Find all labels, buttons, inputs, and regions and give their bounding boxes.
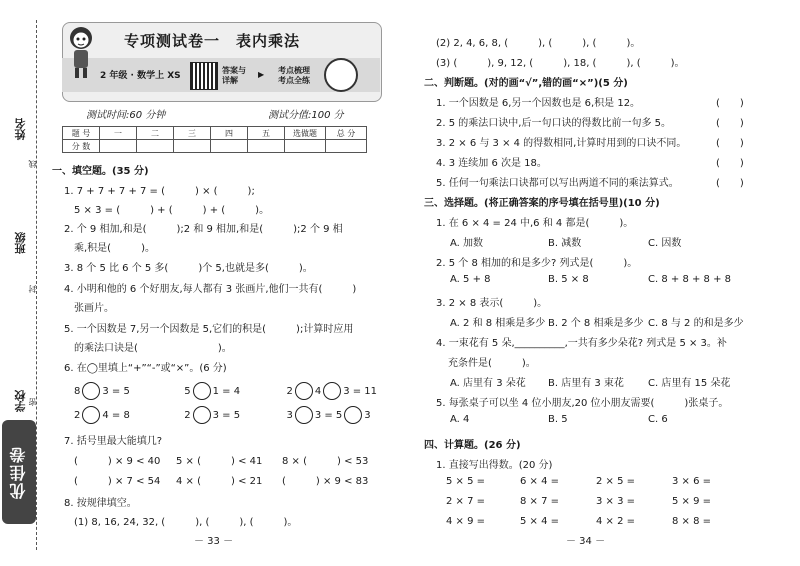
table-cell: 五: [248, 127, 285, 140]
score-cell[interactable]: [248, 140, 285, 153]
q3: 3. 8 个 5 比 6 个 5 多( )个 5,也就是多( )。: [64, 263, 313, 274]
choice-2-c[interactable]: C. 8 + 8 + 8 + 8: [648, 274, 731, 285]
num: 2: [286, 386, 293, 397]
choice-5-b[interactable]: B. 5: [548, 414, 568, 425]
calc-item[interactable]: 3 × 6 =: [672, 476, 712, 487]
choice-2-a[interactable]: A. 5 + 8: [450, 274, 491, 285]
judge-4: 4. 3 连续加 6 次是 18。: [436, 158, 547, 169]
score-cell[interactable]: [100, 140, 137, 153]
table-cell: 分 数: [63, 140, 100, 153]
test-time: 测试时间:60 分钟: [86, 110, 166, 121]
grade-label: 2 年级 · 数学上 XS: [100, 71, 181, 81]
num: 3 = 5: [314, 410, 343, 421]
test-score: 测试分值:100 分: [268, 110, 344, 121]
score-cell[interactable]: [174, 140, 211, 153]
q2b: 乘,积是( )。: [74, 243, 155, 254]
choice-5-a[interactable]: A. 4: [450, 414, 470, 425]
choice-4-c[interactable]: C. 店里有 15 朵花: [648, 378, 731, 389]
circle-blank[interactable]: [295, 406, 313, 424]
q6-row-2: [74, 406, 371, 424]
school-label: 学校: [14, 390, 27, 412]
table-row: [63, 127, 367, 140]
q4a: 4. 小明和他的 6 个好朋友,每人都有 3 张画片,他们一共有( ): [64, 284, 357, 295]
table-cell: 三: [174, 127, 211, 140]
q8b: (2) 2, 4, 6, 8, ( ), ( ), ( )。: [436, 38, 641, 49]
circle-blank[interactable]: [82, 382, 100, 400]
table-cell: 四: [211, 127, 248, 140]
q8c: (3) ( ), 9, 12, ( ), 18, ( ), ( )。: [436, 58, 685, 69]
table-cell: 二: [137, 127, 174, 140]
calc-item[interactable]: 4 × 2 =: [596, 516, 636, 527]
circle-blank[interactable]: [323, 382, 341, 400]
choice-3-c[interactable]: C. 8 与 2 的和是多少: [648, 318, 744, 329]
seal-mark: 封: [28, 285, 37, 293]
circle-blank[interactable]: [295, 382, 313, 400]
choice-5: 5. 每张桌子可以坐 4 位小朋友,20 位小朋友需要( )张桌子。: [436, 398, 729, 409]
num: 3: [286, 410, 293, 421]
choice-3-a[interactable]: A. 2 和 8 相乘是多少: [450, 318, 546, 329]
num: 5: [184, 386, 191, 397]
num: 1 = 4: [212, 386, 241, 397]
judge-5: 5. 任何一句乘法口诀都可以写出两道不同的乘法算式。: [436, 178, 679, 189]
table-cell: 一: [100, 127, 137, 140]
choice-1-a[interactable]: A. 加数: [450, 238, 484, 249]
choice-5-c[interactable]: C. 6: [648, 414, 668, 425]
q7-r2-a: ( ) × 7 < 54: [74, 476, 161, 487]
calc-item[interactable]: 3 × 3 =: [596, 496, 636, 507]
q8a: (1) 8, 16, 24, 32, ( ), ( ), ( )。: [74, 517, 298, 528]
calc-item[interactable]: 5 × 9 =: [672, 496, 712, 507]
section-3-title: 三、选择题。(将正确答案的序号填在括号里)(10 分): [424, 198, 660, 209]
circle-blank[interactable]: [344, 406, 362, 424]
q7-r1-c: 8 × ( ) < 53: [282, 456, 369, 467]
num: 4 = 8: [102, 410, 130, 421]
binding-sidebar: [0, 0, 48, 566]
choice-2-b[interactable]: B. 5 × 8: [548, 274, 589, 285]
choice-3: 3. 2 × 8 表示( )。: [436, 298, 548, 309]
q1a: 1. 7 + 7 + 7 + 7 = ( ) × ( );: [64, 186, 255, 197]
choice-1-c[interactable]: C. 因数: [648, 238, 682, 249]
q6-row-1: [74, 382, 377, 400]
answer-detail-label: 答案与 详解: [222, 66, 246, 85]
q8: 8. 按规律填空。: [64, 498, 137, 509]
circle-blank[interactable]: [193, 406, 211, 424]
circle-blank[interactable]: [82, 406, 100, 424]
choice-1-b[interactable]: B. 减数: [548, 238, 582, 249]
q7-r1-a: ( ) × 9 < 40: [74, 456, 161, 467]
q2a: 2. 个 9 相加,和是( );2 和 9 相加,和是( );2 个 9 相: [64, 224, 343, 235]
dense-mark: 密: [28, 398, 37, 406]
choice-4b: 充条件是( )。: [448, 358, 536, 369]
q7-r2-c: ( ) × 9 < 83: [282, 476, 369, 487]
section-1-title: 一、填空题。(35 分): [52, 166, 149, 177]
brand-logo: 优佳卷: [2, 420, 36, 524]
score-cell[interactable]: [285, 140, 326, 153]
q4b: 张画片。: [74, 303, 114, 314]
q6: 6. 在◯里填上“+”“-”或“×”。(6 分): [64, 363, 227, 374]
answer-paren[interactable]: ( ): [716, 138, 744, 149]
calc-intro: 1. 直接写出得数。(20 分): [436, 460, 553, 471]
points-label: 考点梳理 考点全练: [278, 66, 310, 85]
class-label: 班级: [14, 232, 27, 254]
judge-2: 2. 5 的乘法口诀中,后一句口诀的得数比前一句多 5。: [436, 118, 671, 129]
calc-item[interactable]: 2 × 7 =: [446, 496, 486, 507]
page-title: 专项测试卷一 表内乘法: [124, 32, 301, 50]
page-number-left: － 33 －: [194, 536, 234, 547]
calc-item[interactable]: 2 × 5 =: [596, 476, 636, 487]
page-number-right: － 34 －: [566, 536, 606, 547]
qr-code-icon[interactable]: [190, 62, 218, 90]
q1b: 5 × 3 = ( ) + ( ) + ( )。: [74, 205, 270, 216]
answer-paren[interactable]: ( ): [716, 178, 744, 189]
choice-4-a[interactable]: A. 店里有 3 朵花: [450, 378, 526, 389]
score-cell[interactable]: [211, 140, 248, 153]
choice-4-b[interactable]: B. 店里有 3 束花: [548, 378, 624, 389]
calc-item[interactable]: 8 × 7 =: [520, 496, 560, 507]
q5b: 的乘法口诀是( )。: [74, 343, 232, 354]
choice-3-b[interactable]: B. 2 个 8 相乘是多少: [548, 318, 644, 329]
num: 3: [364, 410, 371, 421]
judge-1: 1. 一个因数是 6,另一个因数也是 6,积是 12。: [436, 98, 641, 109]
calc-item[interactable]: 5 × 5 =: [446, 476, 486, 487]
score-cell[interactable]: [137, 140, 174, 153]
section-2-title: 二、判断题。(对的画“√”,错的画“×”)(5 分): [424, 78, 628, 89]
table-row: [63, 140, 367, 153]
answer-paren[interactable]: ( ): [716, 158, 744, 169]
table-cell: 总 分: [326, 127, 367, 140]
q7-r1-b: 5 × ( ) < 41: [176, 456, 263, 467]
num: 3 = 5: [102, 386, 130, 397]
round-qr-icon[interactable]: [324, 58, 358, 92]
num: 3 = 5: [212, 410, 241, 421]
cartoon-girl-icon: [64, 24, 98, 80]
arrow-icon: ▶: [258, 70, 265, 79]
answer-paren[interactable]: ( ): [716, 118, 744, 129]
section-4-title: 四、计算题。(26 分): [424, 440, 521, 451]
judge-3: 3. 2 × 6 与 3 × 4 的得数相同,计算时用到的口诀不同。: [436, 138, 687, 149]
calc-item[interactable]: 4 × 9 =: [446, 516, 486, 527]
num: 8: [74, 386, 81, 397]
num: 4: [314, 386, 322, 397]
name-label: 姓名: [14, 118, 27, 140]
line-mark: 线: [28, 160, 37, 168]
choice-1: 1. 在 6 × 4 = 24 中,6 和 4 都是( )。: [436, 218, 634, 229]
score-cell[interactable]: [326, 140, 367, 153]
num: 2: [74, 410, 81, 421]
num: 2: [184, 410, 191, 421]
choice-2: 2. 5 个 8 相加的和是多少? 列式是( )。: [436, 258, 638, 269]
q7-r2-b: 4 × ( ) < 21: [176, 476, 263, 487]
calc-item[interactable]: 6 × 4 =: [520, 476, 560, 487]
circle-blank[interactable]: [193, 382, 211, 400]
num: 3 = 11: [343, 386, 378, 397]
q5a: 5. 一个因数是 7,另一个因数是 5,它们的积是( );计算时应用: [64, 324, 354, 335]
calc-item[interactable]: 8 × 8 =: [672, 516, 712, 527]
calc-item[interactable]: 5 × 4 =: [520, 516, 560, 527]
answer-paren[interactable]: ( ): [716, 98, 744, 109]
choice-4a: 4. 一束花有 5 朵,__________,一共有多少朵花? 列式是 5 × 3。补: [436, 338, 727, 349]
q7: 7. 括号里最大能填几?: [64, 436, 163, 447]
score-table: [62, 126, 367, 153]
table-cell: 题 号: [63, 127, 100, 140]
table-cell: 选做题: [285, 127, 326, 140]
